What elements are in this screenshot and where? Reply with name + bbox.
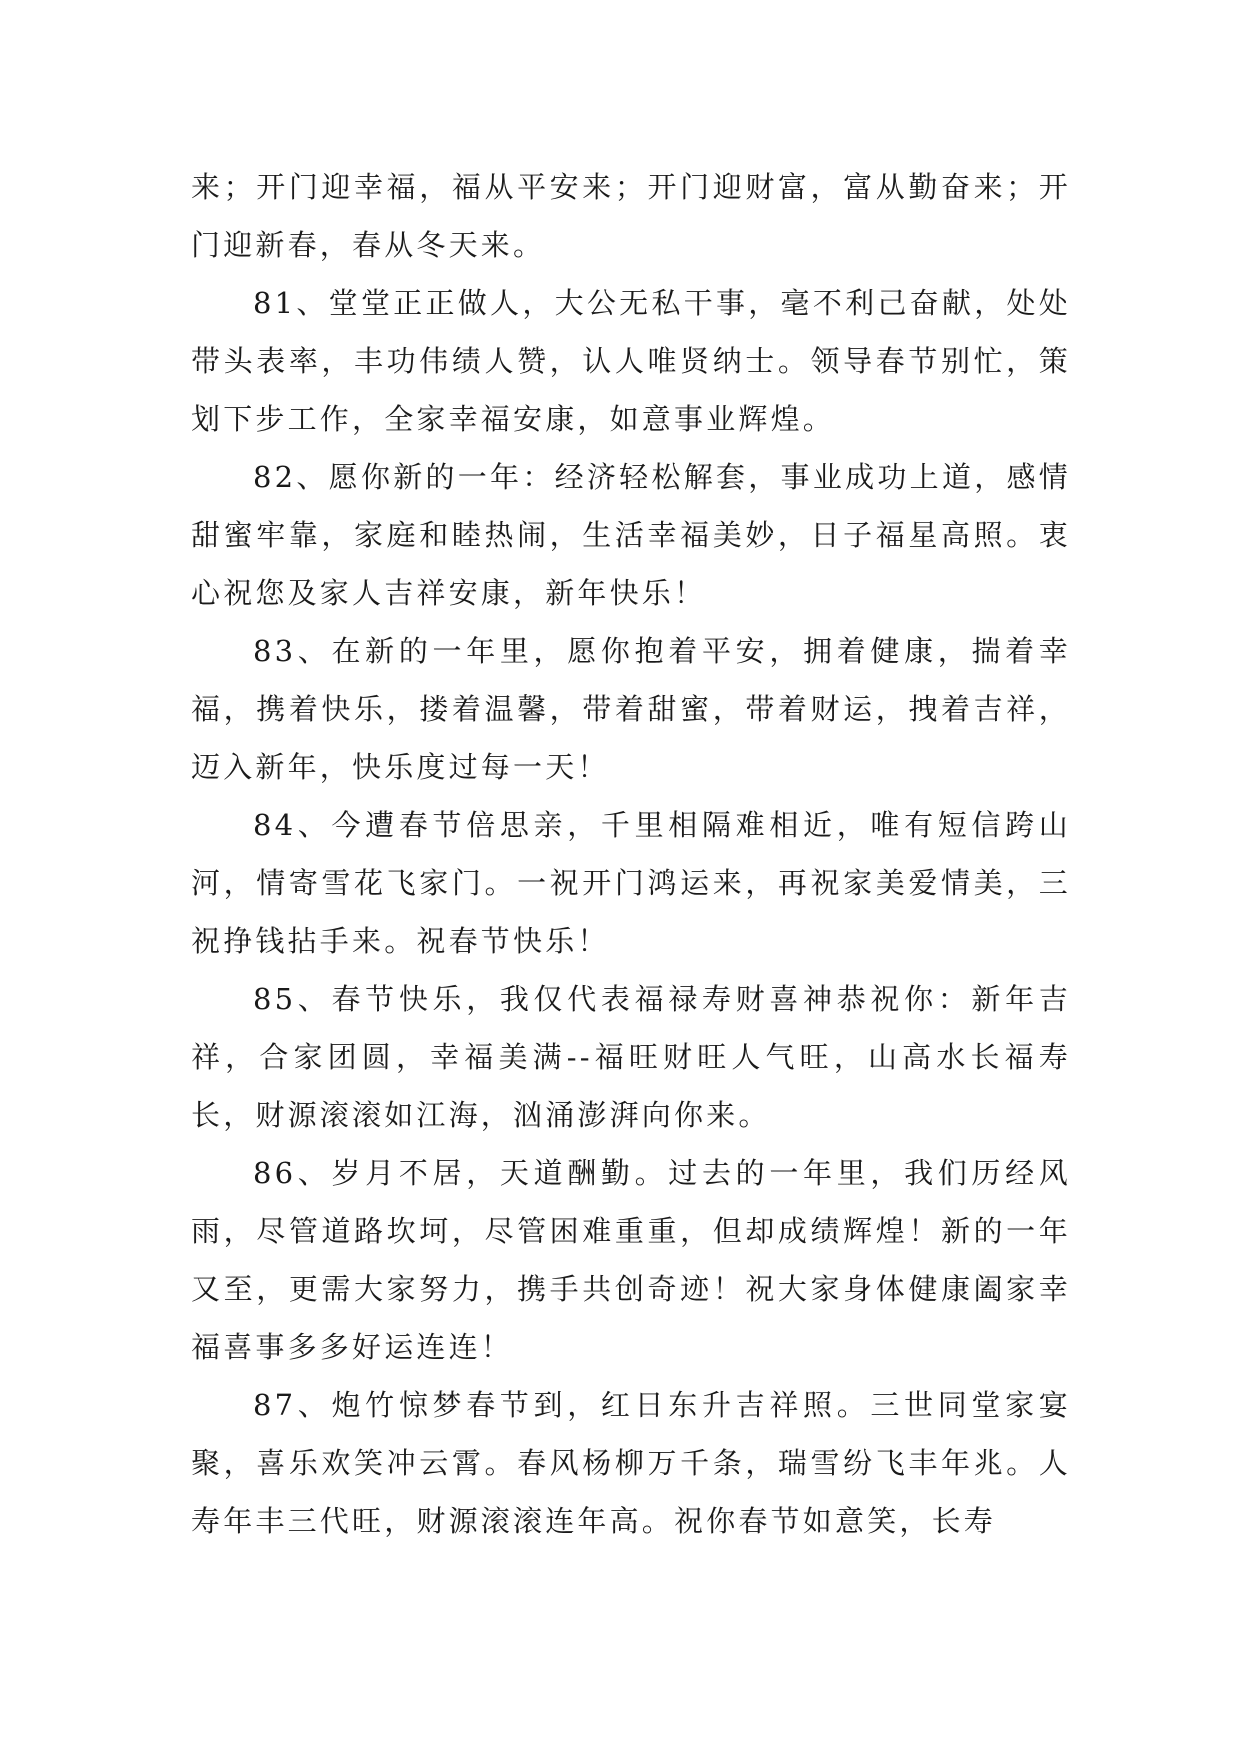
- paragraph-83: 83、在新的一年里，愿你抱着平安，拥着健康，揣着幸福，携着快乐，搂着温馨，带着甜蜜，带着财运，拽着吉祥，迈入新年，快乐度过每一天！: [191, 634, 1071, 784]
- paragraph-86: 86、岁月不居，天道酬勤。过去的一年里，我们历经风雨，尽管道路坎坷，尽管困难重重，但却成绩辉煌！新的一年又至，更需大家努力，携手共创奇迹！祝大家身体健康阖家幸福喜事多多好运连连！: [191, 1156, 1071, 1364]
- paragraph-84: 84、今遭春节倍思亲，千里相隔难相近，唯有短信跨山河，情寄雪花飞家门。一祝开门鸿运来，再祝家美爱情美，三祝挣钱拈手来。祝春节快乐！: [191, 808, 1071, 958]
- paragraph-85: 85、春节快乐，我仅代表福禄寿财喜神恭祝你：新年吉祥，合家团圆，幸福美满--福旺财旺人气旺，山高水长福寿长，财源滚滚如江海，汹涌澎湃向你来。: [191, 982, 1071, 1132]
- document-body: [191, 158, 1071, 1550]
- paragraph-82: 82、愿你新的一年：经济轻松解套，事业成功上道，感情甜蜜牢靠，家庭和睦热闹，生活幸福美妙，日子福星高照。衷心祝您及家人吉祥安康，新年快乐！: [191, 460, 1071, 610]
- paragraph-81: 81、堂堂正正做人，大公无私干事，毫不利己奋献，处处带头表率，丰功伟绩人赞，认人唯贤纳士。领导春节别忙，策划下步工作，全家幸福安康，如意事业辉煌。: [191, 286, 1071, 436]
- paragraph-continuation: 来；开门迎幸福，福从平安来；开门迎财富，富从勤奋来；开门迎新春，春从冬天来。: [191, 170, 1071, 262]
- paragraph-87: 87、炮竹惊梦春节到，红日东升吉祥照。三世同堂家宴聚，喜乐欢笑冲云霄。春风杨柳万千条，瑞雪纷飞丰年兆。人寿年丰三代旺，财源滚滚连年高。祝你春节如意笑，长寿: [191, 1388, 1071, 1538]
